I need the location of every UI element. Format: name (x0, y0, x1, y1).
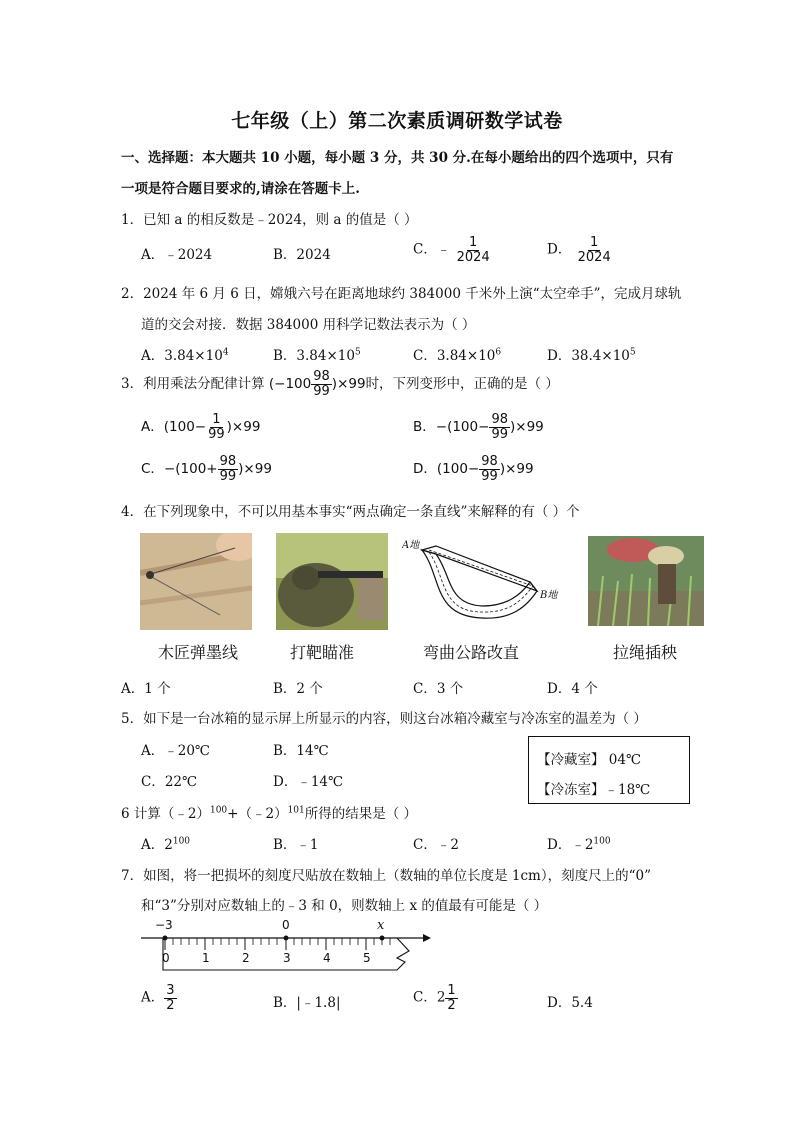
fridge-display-line2: 【冷冻室】﹣18℃ (537, 782, 651, 798)
rice-planting-illustration (588, 536, 704, 626)
q1-option-d-label: D． (547, 241, 572, 258)
road-label-b: B地 (540, 590, 558, 601)
ruler-label-2: 2 (242, 951, 250, 965)
q5-option-c: C．22℃ (141, 774, 198, 790)
q6-option-d: D．$﹣2^{100}$ (547, 836, 611, 853)
q5-option-b: B．14℃ (273, 743, 329, 759)
ruler-label-3: 3 (283, 951, 291, 965)
q2-stem-line2: 道的交会对接．数据 384000 用科学记数法表示为（ ） (141, 317, 476, 333)
q7-stem-line1: 7．如图，将一把损坏的刻度尺贴放在数轴上（数轴的单位长度是 1cm），刻度尺上的“0” (121, 868, 651, 884)
axis-label-0: 0 (282, 918, 290, 932)
q3-option-c: C．−(100+ $\frac{98}{99}$ )×99 (141, 454, 272, 484)
q1-option-d-fraction: $\frac{1}{2024}$ (577, 235, 611, 265)
q2-option-b: B．$3.84\times 10^5$ (273, 347, 361, 364)
q7-option-d: D．5.4 (547, 995, 593, 1011)
q7-option-c: C．2 $\frac{1}{2}$ (413, 983, 456, 1013)
fridge-display-line1: 【冷藏室】 04℃ (537, 752, 642, 768)
q7-option-b: B．|﹣1.8| (273, 995, 341, 1011)
q1-option-c-fraction: $\frac{1}{2024}$ (456, 235, 490, 265)
q2-option-a: A．$3.84\times 10^4$ (141, 347, 229, 364)
page-title: 七年级（上）第二次素质调研数学试卷 (231, 110, 563, 132)
axis-label-x: x (377, 918, 385, 933)
q4-option-c: C．3 个 (413, 681, 464, 697)
q6-option-c: C．﹣2 (413, 837, 459, 853)
road-label-a: A地 (402, 540, 420, 551)
q4-stem: 4．在下列现象中，不可以用基本事实“两点确定一条直线”来解释的有（ ）个 (121, 504, 580, 520)
q5-option-d: D．﹣14℃ (273, 774, 344, 790)
carpenter-illustration (140, 533, 252, 630)
q3-option-b: B．−(100− $\frac{98}{99}$ )×99 (413, 412, 544, 442)
q6-stem: 6 计算（﹣2）$^{100}$+（﹣2）$^{101}$所得的结果是（ ） (121, 805, 418, 822)
q1-option-c (413, 236, 492, 264)
q6-option-b: B．﹣1 (273, 837, 319, 853)
ruler-label-5: 5 (363, 951, 371, 965)
carpenter-photo (140, 533, 252, 630)
ruler-label-1: 1 (202, 951, 210, 965)
caption-road: 弯曲公路改直 (423, 643, 520, 662)
road-illustration (402, 536, 562, 626)
q4-option-d: D．4 个 (547, 681, 598, 697)
q4-option-a: A．1 个 (121, 681, 171, 697)
q3-option-a: A．(100− $\frac{1}{99}$ )×99 (141, 412, 261, 442)
fridge-display-box (528, 736, 690, 804)
q1-option-c-label: C．﹣ (413, 241, 451, 258)
rice-planting-photo (588, 536, 704, 626)
shooting-illustration (276, 533, 388, 630)
q1-stem: 1．已知 a 的相反数是﹣2024，则 a 的值是（ ） (121, 212, 418, 228)
q2-option-d: D．$38.4\times 10^5$ (547, 347, 636, 364)
caption-shooting: 打靶瞄准 (290, 643, 355, 662)
road-diagram (402, 536, 562, 626)
q5-option-a: A．﹣20℃ (141, 743, 211, 759)
q7-stem-line2: 和“3”分别对应数轴上的﹣3 和 0，则数轴上 x 的值最有可能是（ ） (141, 898, 548, 914)
q3-stem: 3．利用乘法分配律计算 (−100 $\frac{98}{99}$ )×99时，下列变形中，正确的是（ ） (121, 369, 559, 399)
q6-option-a: A．$2^{100}$ (141, 836, 191, 853)
q2-stem-line1: 2．2024 年 6 月 6 日，嫦娥六号在距离地球约 384000 千米外上演“太空牵手”，完成月球轨 (121, 286, 682, 302)
caption-carpenter: 木匠弹墨线 (158, 643, 239, 662)
ruler-label-4: 4 (323, 951, 331, 965)
q1-option-d (547, 236, 613, 264)
q1-option-b: B．2024 (273, 247, 331, 263)
shooting-photo (276, 533, 388, 630)
axis-label-neg3: −3 (155, 918, 173, 932)
q2-option-c: C．$3.84\times 10^6$ (413, 347, 502, 364)
q7-option-a: A． $\frac{3}{2}$ (141, 983, 175, 1013)
caption-rice: 拉绳插秧 (613, 643, 678, 662)
section-header-line2: 一项是符合题目要求的,请涂在答题卡上. (121, 181, 360, 197)
q3-expression: (−100 $\frac{98}{99}$ )×99 (268, 369, 366, 399)
number-line-diagram (135, 918, 435, 980)
q3-option-d: D．(100− $\frac{98}{99}$ )×99 (413, 454, 534, 484)
q4-option-b: B．2 个 (273, 681, 323, 697)
ruler-label-0: 0 (162, 951, 170, 965)
q1-option-a: A．﹣2024 (141, 247, 213, 263)
section-header-line1: 一、选择题：本大题共 10 小题，每小题 3 分，共 30 分.在每小题给出的四个选项中，只有 (121, 150, 674, 166)
q5-stem: 5．如下是一台冰箱的显示屏上所显示的内容，则这台冰箱冷藏室与冷冻室的温差为（ ） (121, 711, 647, 727)
